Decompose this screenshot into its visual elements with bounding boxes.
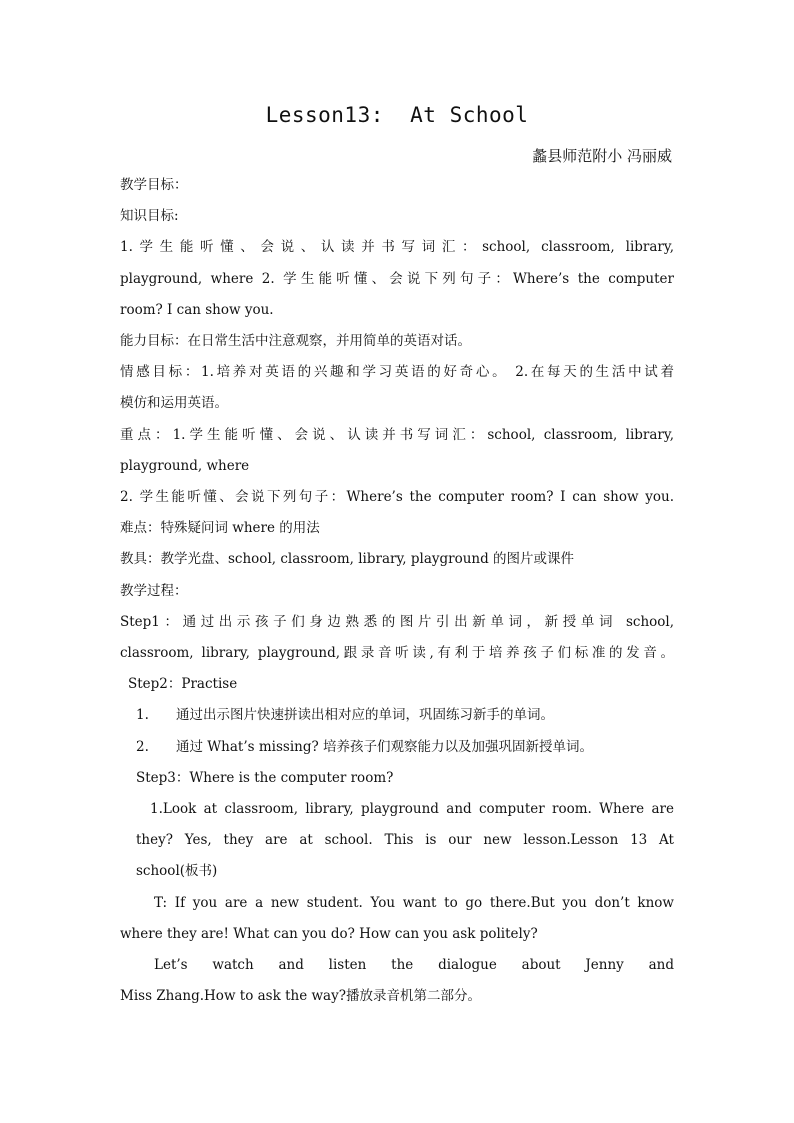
ability-objectives: 能力目标：在日常生活中注意观察，并用简单的英语对话。 <box>120 332 471 349</box>
author-line: 蠡县师范附小 冯丽威 <box>532 147 672 165</box>
text-line: Let’s watch and listen the dialogue about Jenny and <box>154 956 674 973</box>
text-line: 模仿和运用英语。 <box>120 395 228 412</box>
text-line: 1.Look at classroom, library, playground and computer room. Where are <box>150 800 674 817</box>
knowledge-objectives-heading: 知识目标: <box>120 208 179 225</box>
lesson-title: Lesson13: At School <box>265 103 529 127</box>
teaching-aids: 教具：教学光盘、school, classroom, library, playground 的图片或课件 <box>120 551 575 568</box>
text-line: playground, where 2. 学生能听懂、会说下列句子：Where’s the computer <box>120 270 674 287</box>
text-line: playground, where <box>120 457 250 474</box>
teaching-objectives-heading: 教学目标： <box>120 177 188 193</box>
list-item <box>120 700 674 731</box>
teaching-process-heading: 教学过程： <box>120 582 188 599</box>
step2-heading: Step2：Practise <box>128 676 238 693</box>
list-item-text: 通过 What’s missing? 培养孩子们观察能力以及加强巩固新授单词。 <box>176 738 594 755</box>
list-item <box>120 732 674 763</box>
step1-text: Step1：通过出示孩子们身边熟悉的图片引出新单词，新授单词 school, <box>120 613 674 630</box>
text-line: where they are! What can you do? How can you ask politely? <box>120 925 538 942</box>
text-line: they? Yes, they are at school. This is our new lesson.Lesson 13 At <box>136 832 674 849</box>
list-number: 2. <box>136 738 149 755</box>
list-number: 1. <box>136 707 149 724</box>
text-line: room? I can show you. <box>120 301 274 318</box>
text-line: Miss Zhang.How to ask the way?播放录音机第二部分。 <box>120 988 481 1005</box>
text-line: 1.学生能听懂、会说、认读并书写词汇：school, classroom, library, <box>120 239 674 256</box>
difficult-points: 难点：特殊疑问词 where 的用法 <box>120 520 320 537</box>
text-line: classroom, library, playground,跟录音听读,有利于培养孩子们标准的发音。 <box>120 644 674 661</box>
text-line: school(板书) <box>136 863 218 880</box>
lesson-plan-body <box>120 170 674 1012</box>
key-points: 重点：1.学生能听懂、会说、认读并书写词汇：school, classroom, library, <box>120 426 674 443</box>
step3-heading: Step3：Where is the computer room? <box>136 769 394 786</box>
list-item-text: 通过出示图片快速拼读出相对应的单词，巩固练习新手的单词。 <box>176 707 554 724</box>
text-line: T: If you are a new student. You want to go there.But you don’t know <box>154 894 674 911</box>
text-line: 2. 学生能听懂、会说下列句子：Where’s the computer room? I can show you. <box>120 488 674 505</box>
emotional-objectives: 情感目标：1.培养对英语的兴趣和学习英语的好奇心。 2.在每天的生活中试着 <box>120 364 674 381</box>
